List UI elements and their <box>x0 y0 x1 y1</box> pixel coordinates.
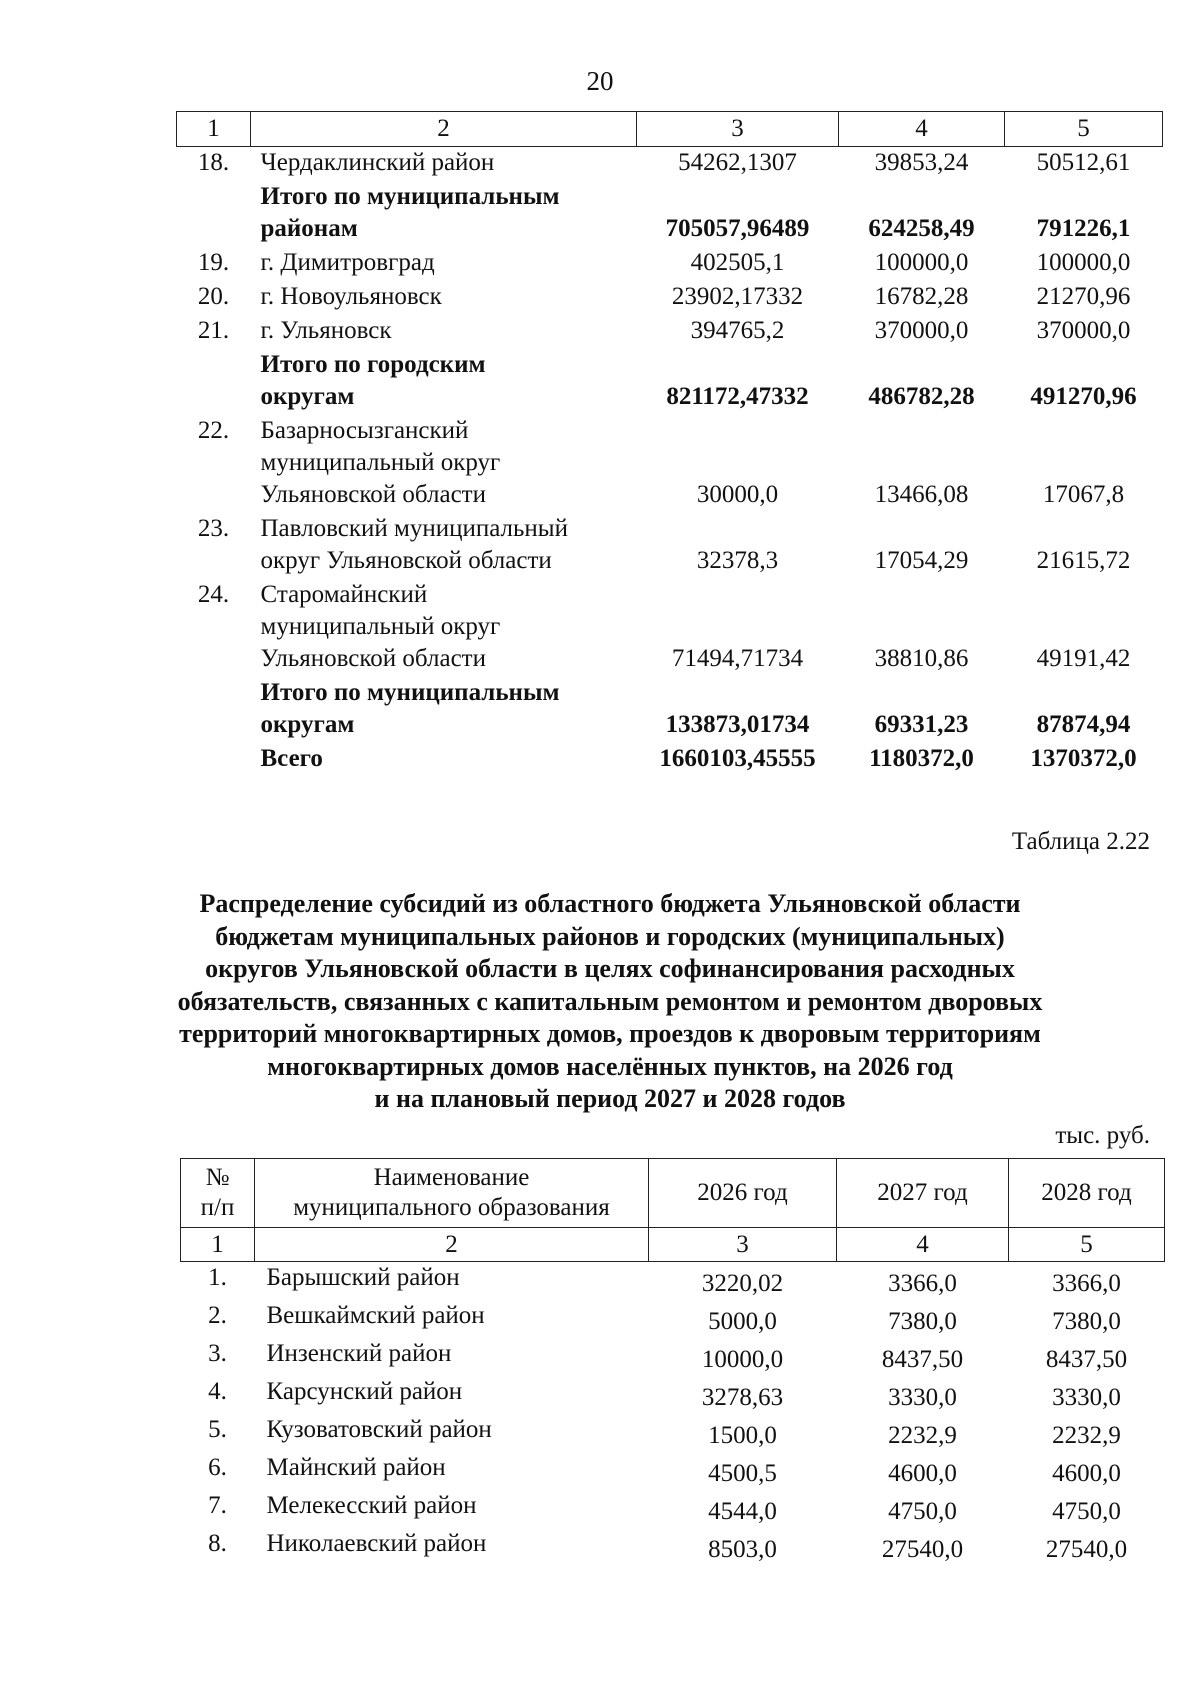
column-index-cell: 1 <box>181 1228 255 1262</box>
value-cell: 100000,0 <box>874 249 969 276</box>
value-cell: 791226,1 <box>1036 215 1131 242</box>
table-row <box>177 579 1163 677</box>
value-cell: 705057,96489 <box>665 215 810 242</box>
row-number: 5. <box>208 1416 227 1443</box>
title-line: многоквартирных домов населённых пунктов, на 2026 год <box>267 1051 953 1081</box>
value-cell: 133873,01734 <box>665 711 810 738</box>
title-line: и на плановый период 2027 и 2028 годов <box>374 1084 846 1113</box>
title-line: Распределение субсидий из областного бюджета Ульяновской области <box>199 889 1021 918</box>
row-name-line: районам <box>260 215 358 242</box>
row-name-line: Всего <box>260 745 323 772</box>
row-name <box>251 281 637 315</box>
header-line: муниципального образования <box>293 1194 610 1221</box>
value-cell: 1370372,0 <box>1030 745 1137 772</box>
value-cell: 87874,94 <box>1036 711 1131 738</box>
row-number: 2. <box>208 1302 227 1329</box>
row-name: Майнский район <box>266 1454 446 1481</box>
value-cell: 38810,86 <box>874 645 969 672</box>
row-name-line: г. Димитровград <box>260 249 435 276</box>
value-cell: 21615,72 <box>1036 547 1131 574</box>
value-cell: 7380,0 <box>888 1308 957 1335</box>
row-name-line: Итого по городским <box>260 351 486 378</box>
value-cell: 4600,0 <box>888 1460 957 1487</box>
table-row <box>177 147 1163 182</box>
row-number <box>177 743 251 777</box>
header-line: № <box>205 1164 230 1191</box>
value-cell: 4750,0 <box>888 1498 957 1525</box>
row-name <box>251 315 637 349</box>
row-name-line: округам <box>260 711 355 738</box>
row-name-line: Ульяновской области <box>260 481 486 508</box>
value-cell: 2232,9 <box>888 1422 957 1449</box>
value-cell: 486782,28 <box>868 383 975 410</box>
value-cell: 5000,0 <box>708 1308 777 1335</box>
value-cell: 69331,23 <box>874 711 969 738</box>
row-name <box>251 349 637 415</box>
row-number: 20. <box>197 283 230 310</box>
header-year-2026: 2026 год <box>649 1159 837 1228</box>
row-name-line: муниципальный округ <box>260 449 501 476</box>
header-line: Наименование <box>373 1164 530 1191</box>
header-year-2027: 2027 год <box>837 1159 1009 1228</box>
column-index-cell: 2 <box>251 112 637 147</box>
row-number: 19. <box>197 249 230 276</box>
value-cell: 32378,3 <box>696 547 779 574</box>
row-number: 6. <box>208 1454 227 1481</box>
row-name: Кузоватовский район <box>266 1416 492 1443</box>
row-number: 24. <box>197 581 230 608</box>
value-cell: 370000,0 <box>874 317 969 344</box>
value-cell: 16782,28 <box>874 283 969 310</box>
subsidy-table <box>180 1158 1165 1566</box>
row-number: 8. <box>208 1530 227 1557</box>
value-cell: 8437,50 <box>881 1346 964 1373</box>
row-name <box>251 743 637 777</box>
column-index-row <box>181 1228 1165 1262</box>
value-cell: 27540,0 <box>881 1536 964 1563</box>
table-row <box>181 1300 1165 1338</box>
table-row <box>177 247 1163 281</box>
value-cell: 4500,5 <box>708 1460 777 1487</box>
row-name-line: округам <box>260 383 355 410</box>
value-cell: 624258,49 <box>868 215 975 242</box>
row-number <box>177 349 251 415</box>
row-number: 18. <box>197 149 230 176</box>
row-number: 23. <box>197 515 230 542</box>
value-cell: 17067,8 <box>1042 481 1125 508</box>
value-cell: 3366,0 <box>1052 1270 1121 1297</box>
row-name-line: Старомайнский <box>260 581 428 608</box>
value-cell: 8437,50 <box>1045 1346 1128 1373</box>
value-cell: 8503,0 <box>708 1536 777 1563</box>
value-cell: 21270,96 <box>1036 283 1131 310</box>
header-row <box>181 1159 1165 1228</box>
header-number <box>181 1159 255 1228</box>
row-name: Барышский район <box>266 1264 460 1291</box>
row-name <box>251 513 637 579</box>
row-name-line: Итого по муниципальным <box>260 183 560 210</box>
table-title <box>150 888 1070 1116</box>
table-row <box>177 315 1163 349</box>
row-name: Николаевский район <box>266 1530 487 1557</box>
value-cell: 10000,0 <box>701 1346 784 1373</box>
value-cell: 7380,0 <box>1052 1308 1121 1335</box>
value-cell: 17054,29 <box>874 547 969 574</box>
header-year-2028: 2028 год <box>1009 1159 1165 1228</box>
column-index-cell: 5 <box>1005 112 1163 147</box>
table-row <box>177 513 1163 579</box>
table-row <box>181 1452 1165 1490</box>
title-line: территорий многоквартирных домов, проездов к дворовым территориям <box>179 1019 1041 1048</box>
page-number: 20 <box>586 66 614 96</box>
table-row <box>177 415 1163 513</box>
value-cell: 13466,08 <box>874 481 969 508</box>
row-number: 1. <box>208 1264 227 1291</box>
value-cell: 39853,24 <box>874 149 969 176</box>
row-number: 4. <box>208 1378 227 1405</box>
value-cell: 394765,2 <box>690 317 785 344</box>
value-cell: 50512,61 <box>1036 149 1131 176</box>
total-row <box>177 181 1163 247</box>
value-cell: 4750,0 <box>1052 1498 1121 1525</box>
value-cell: 100000,0 <box>1036 249 1131 276</box>
value-cell: 3330,0 <box>888 1384 957 1411</box>
row-name-line: Базарносызганский <box>260 417 469 444</box>
row-name-line: Ульяновской области <box>260 645 486 672</box>
units-label: тыс. руб. <box>1055 1122 1150 1149</box>
value-cell: 4544,0 <box>708 1498 777 1525</box>
table-row <box>177 281 1163 315</box>
column-index-cell: 4 <box>837 1228 1009 1262</box>
column-index-cell: 1 <box>177 112 251 147</box>
row-number: 3. <box>208 1340 227 1367</box>
value-cell: 3330,0 <box>1052 1384 1121 1411</box>
table-row <box>181 1414 1165 1452</box>
value-cell: 491270,96 <box>1030 383 1137 410</box>
value-cell: 1180372,0 <box>869 745 974 772</box>
title-line: бюджетам муниципальных районов и городских (муниципальных) <box>215 921 1005 951</box>
value-cell: 49191,42 <box>1036 645 1131 672</box>
value-cell: 4600,0 <box>1052 1460 1121 1487</box>
value-cell: 2232,9 <box>1052 1422 1121 1449</box>
row-number: 7. <box>208 1492 227 1519</box>
column-index-cell: 4 <box>839 112 1005 147</box>
title-line: округов Ульяновской области в целях софинансирования расходных <box>205 954 1015 983</box>
column-index-cell: 5 <box>1009 1228 1165 1262</box>
total-row <box>177 677 1163 743</box>
column-index-cell: 3 <box>637 112 839 147</box>
value-cell: 3278,63 <box>701 1384 784 1411</box>
column-index-cell: 2 <box>255 1228 649 1262</box>
table-row <box>181 1376 1165 1414</box>
table-row <box>181 1338 1165 1376</box>
row-name <box>251 677 637 743</box>
value-cell: 3220,02 <box>701 1270 784 1297</box>
value-cell: 27540,0 <box>1045 1536 1128 1563</box>
column-index-row <box>177 112 1163 147</box>
header-name <box>255 1159 649 1228</box>
row-name: Вешкаймский район <box>266 1302 485 1329</box>
value-cell: 402505,1 <box>690 249 785 276</box>
column-index-cell: 3 <box>649 1228 837 1262</box>
value-cell: 71494,71734 <box>671 645 804 672</box>
row-name: Инзенский район <box>266 1340 452 1367</box>
table-label: Таблица 2.22 <box>1011 828 1150 855</box>
value-cell: 30000,0 <box>696 481 779 508</box>
value-cell: 23902,17332 <box>671 283 804 310</box>
table-row <box>181 1262 1165 1301</box>
header-line: п/п <box>200 1194 235 1221</box>
budget-table-continuation <box>176 111 1163 777</box>
row-name <box>251 579 637 677</box>
row-name-line: г. Новоульяновск <box>260 283 442 310</box>
value-cell: 54262,1307 <box>678 149 797 176</box>
row-name-line: округ Ульяновской области <box>260 547 552 574</box>
value-cell: 370000,0 <box>1036 317 1131 344</box>
row-name <box>251 247 637 281</box>
total-row <box>177 743 1163 777</box>
value-cell: 821172,47332 <box>666 383 809 410</box>
row-name-line: Павловский муниципальный <box>260 515 568 542</box>
row-name-line: Итого по муниципальным <box>260 679 560 706</box>
row-number: 21. <box>197 317 230 344</box>
row-name-line: муниципальный округ <box>260 613 501 640</box>
value-cell: 3366,0 <box>888 1270 957 1297</box>
title-line: обязательств, связанных с капитальным ремонтом и ремонтом дворовых <box>177 986 1043 1016</box>
row-number <box>177 181 251 247</box>
row-name: Карсунский район <box>266 1378 463 1405</box>
value-cell: 1660103,45555 <box>659 745 816 772</box>
row-name-line: Чердаклинский район <box>260 149 495 176</box>
row-name: Мелекесский район <box>266 1492 477 1519</box>
table-row <box>181 1490 1165 1528</box>
table-row <box>181 1528 1165 1566</box>
row-name-line: г. Ульяновск <box>260 317 392 344</box>
row-name <box>251 147 637 182</box>
row-name <box>251 415 637 513</box>
total-row <box>177 349 1163 415</box>
row-number <box>177 677 251 743</box>
row-number: 22. <box>197 417 230 444</box>
row-name <box>251 181 637 247</box>
value-cell: 1500,0 <box>708 1422 777 1449</box>
